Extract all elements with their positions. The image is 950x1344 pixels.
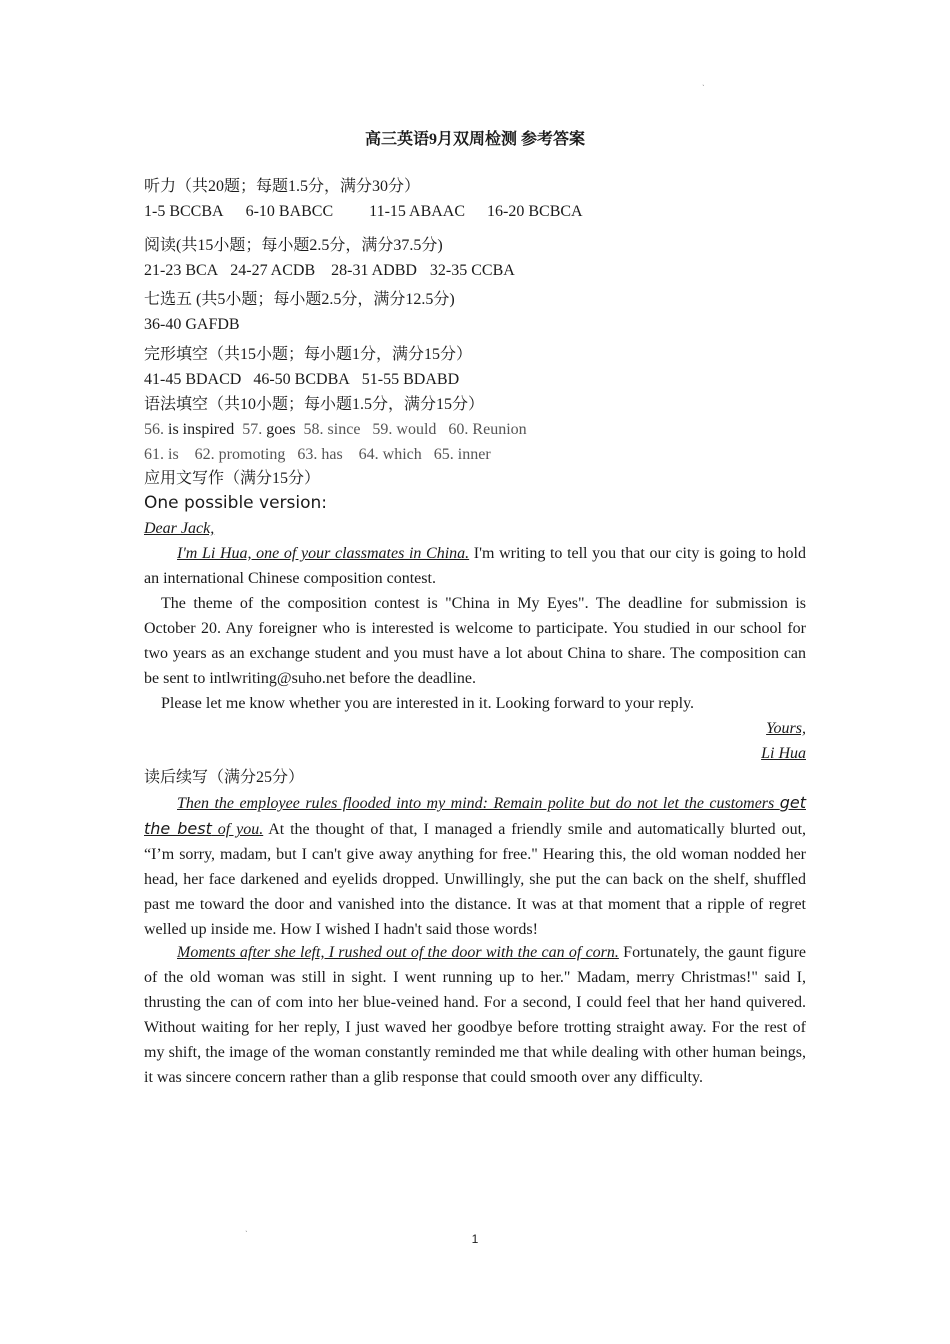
grammar-answer: 60. Reunion xyxy=(448,421,527,438)
page-title: 高三英语9月双周检测 参考答案 xyxy=(364,131,585,148)
answer-group: 32-35 CCBA xyxy=(429,262,515,279)
paragraph-text: I'm writing to tell you that our city is going to hold an international Chinese composition contest. xyxy=(144,545,807,587)
version-label: One possible version: xyxy=(144,493,328,513)
underlined-text: Then the employee rules flooded into my mind: Remain polite but do not let the customers xyxy=(177,795,780,812)
grammar-answer-text: goes xyxy=(266,421,296,438)
continuation-paragraph-2 xyxy=(144,940,806,1090)
answer-group: 21-23 BCA xyxy=(144,262,219,279)
answer-group: 11-15 ABAAC xyxy=(369,203,466,220)
grammar-answer: 65. inner xyxy=(433,446,491,463)
letter-paragraph-1 xyxy=(144,541,806,591)
continuation-writing-header: 读后续写（满分25分） xyxy=(144,769,305,786)
cloze-header: 完形填空（共15小题；每小题1分，满分15分） xyxy=(144,346,473,363)
letter-paragraph-2: The theme of the composition contest is "China in My Eyes". The deadline for submission is October 20. Any foreigner who is interested is welcome to participate. You studied in our school for two years as an exchange student and you must have a lot about China to share. The composition can be sent to intlwriting@suho.net before the deadline. xyxy=(144,595,806,687)
listening-answers xyxy=(144,199,583,224)
letter-closing: Yours, xyxy=(766,720,806,737)
answer-group: 51-55 BDABD xyxy=(361,371,460,388)
seven-choose-five-header: 七选五 (共5小题；每小题2.5分，满分12.5分) xyxy=(144,291,455,308)
answer-group: 24-27 ACDB xyxy=(230,262,316,279)
salutation: Dear Jack, xyxy=(144,520,215,537)
seven-choose-five-answers: 36-40 GAFDB xyxy=(144,316,240,333)
answer-group: 46-50 BCDBA xyxy=(253,371,350,388)
page-number: 1 xyxy=(471,1232,479,1246)
grammar-answers-row-2 xyxy=(144,442,491,467)
reading-answers xyxy=(144,258,515,283)
answer-group: 16-20 BCBCA xyxy=(487,203,583,220)
paragraph-text: Fortunately, the gaunt figure of the old woman was still in sight. I went running up to her." Madam, merry Christmas!" said I, thrusting the can of com into her blue-veined hand. For a second, I could feel that her hand quivered. Without waiting for her reply, I just waved her goodbye before trotting straight away. For the rest of my shift, the image of the woman constantly reminded me that while dealing with other human beings, it was sincere concern rather than a glib response that could smooth over any difficulty. xyxy=(144,944,806,1086)
scan-mark: ˎ xyxy=(702,76,705,86)
grammar-answer: 56. xyxy=(144,421,168,438)
letter-paragraph-3: Please let me know whether you are interested in it. Looking forward to your reply. xyxy=(161,695,695,712)
grammar-answers-row-1 xyxy=(144,417,527,442)
grammar-answer xyxy=(242,421,295,438)
grammar-answer: 63. has xyxy=(297,446,343,463)
grammar-answer: 58. since xyxy=(303,421,361,438)
answer-group: 41-45 BDACD xyxy=(144,371,242,388)
underlined-sentence: Moments after she left, I rushed out of the door with the can of corn. xyxy=(177,944,619,961)
underlined-text: get the best xyxy=(144,793,806,838)
grammar-header: 语法填空（共10小题；每小题1.5分，满分15分） xyxy=(144,396,485,413)
grammar-answer: 59. would xyxy=(372,421,437,438)
answer-group: 28-31 ADBD xyxy=(331,262,417,279)
grammar-answer: 61. is xyxy=(144,446,179,463)
underlined-sentence: I'm Li Hua, one of your classmates in China. xyxy=(177,545,470,562)
cloze-answers xyxy=(144,367,459,392)
listening-header: 听力（共20题；每题1.5分，满分30分） xyxy=(144,178,421,195)
grammar-answer: 62. promoting xyxy=(194,446,286,463)
letter-signature: Li Hua xyxy=(761,745,806,762)
scan-mark: ˎ xyxy=(245,1222,248,1232)
answer-group: 1-5 BCCBA xyxy=(144,203,224,220)
grammar-answer-number: 57. xyxy=(242,421,267,438)
grammar-answer: 64. which xyxy=(358,446,422,463)
continuation-paragraph-1 xyxy=(144,790,806,942)
grammar-answer-text: is inspired xyxy=(168,421,235,438)
underlined-text: of you. xyxy=(211,821,264,838)
practical-writing-header: 应用文写作（满分15分） xyxy=(144,470,321,487)
paragraph-text: At the thought of that, I managed a friendly smile and automatically blurted out, “I’m sorry, madam, but I can't give away anything for free." Hearing this, the old woman nodded her head, her face darkened and eyelids dropped. Unwillingly, she put the can back on the shelf, shuffled past me toward the door and vanished into the distance. It was at that moment that a ripple of regret welled up inside me. How I wished I hadn't said those words! xyxy=(144,821,807,938)
reading-header: 阅读(共15小题；每小题2.5分，满分37.5分) xyxy=(144,237,443,254)
answer-group: 6-10 BABCC xyxy=(245,203,334,220)
